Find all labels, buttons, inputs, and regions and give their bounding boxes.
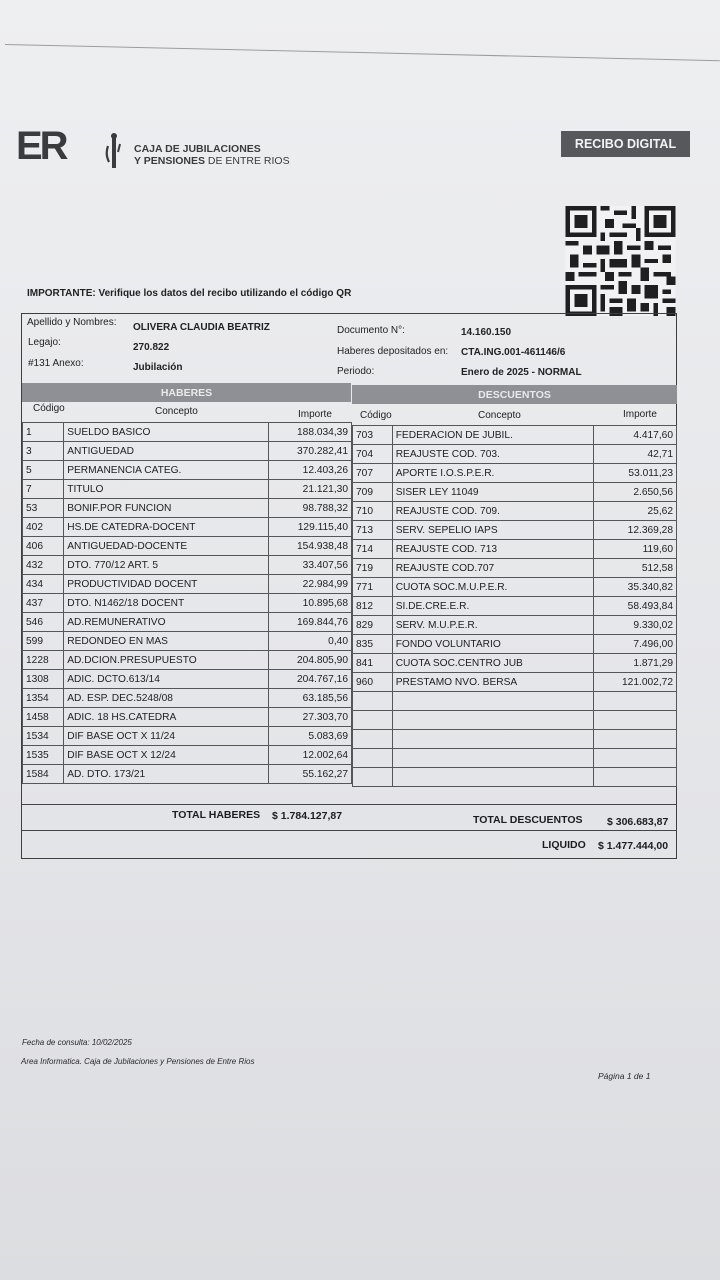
descuentos-concept-cell: REAJUSTE COD. 703. — [392, 445, 593, 464]
descuentos-code-cell: 714 — [353, 540, 393, 559]
institution-emblem-icon — [104, 132, 124, 172]
haberes-amount-header: Importe — [298, 409, 332, 420]
descuentos-code-cell: 710 — [353, 502, 393, 521]
anexo-value: Jubilación — [133, 362, 183, 373]
deposit-account: CTA.ING.001-461146/6 — [461, 347, 566, 358]
descuentos-code-cell: 704 — [353, 445, 393, 464]
descuentos-concept-cell: CUOTA SOC.M.U.P.E.R. — [392, 578, 593, 597]
haberes-row — [23, 556, 352, 575]
descuentos-concept-cell — [392, 730, 593, 749]
descuentos-row — [353, 464, 677, 483]
descuentos-row — [353, 711, 677, 730]
descuentos-code-cell: 835 — [353, 635, 393, 654]
descuentos-code-cell: 812 — [353, 597, 393, 616]
descuentos-concept-cell: SISER LEY 11049 — [392, 483, 593, 502]
descuentos-amount-header: Importe — [623, 409, 657, 420]
descuentos-concept-cell: FEDERACION DE JUBIL. — [392, 426, 593, 445]
name-label: Apellido y Nombres: — [27, 317, 117, 328]
descuentos-amount-cell — [594, 711, 677, 730]
page-number: Página 1 de 1 — [598, 1071, 651, 1081]
descuentos-row — [353, 502, 677, 521]
haberes-row — [23, 613, 352, 632]
haberes-row — [23, 537, 352, 556]
haberes-concept-cell: ADIC. DCTO.613/14 — [64, 670, 269, 689]
haberes-concept-cell: DTO. N1462/18 DOCENT — [64, 594, 269, 613]
descuentos-amount-cell: 4.417,60 — [594, 426, 677, 445]
haberes-amount-cell: 169.844,76 — [268, 613, 351, 632]
haberes-concept-cell: DIF BASE OCT X 12/24 — [64, 746, 269, 765]
descuentos-code-cell: 960 — [353, 673, 393, 692]
haberes-row — [23, 651, 352, 670]
descuentos-header: DESCUENTOS — [352, 385, 677, 404]
descuentos-amount-cell: 512,58 — [594, 559, 677, 578]
haberes-amount-cell: 22.984,99 — [268, 575, 351, 594]
descuentos-row — [353, 654, 677, 673]
haberes-amount-cell: 5.083,69 — [268, 727, 351, 746]
descuentos-amount-cell: 9.330,02 — [594, 616, 677, 635]
haberes-amount-cell: 0,40 — [268, 632, 351, 651]
haberes-amount-cell: 370.282,41 — [268, 442, 351, 461]
haberes-amount-cell: 12.002,64 — [268, 746, 351, 765]
descuentos-row — [353, 692, 677, 711]
descuentos-amount-cell: 53.011,23 — [594, 464, 677, 483]
haberes-concept-cell: ANTIGUEDAD — [64, 442, 269, 461]
haberes-row — [23, 423, 352, 442]
descuentos-amount-cell: 35.340,82 — [594, 578, 677, 597]
descuentos-amount-cell: 25,62 — [594, 502, 677, 521]
descuentos-amount-cell — [594, 749, 677, 768]
totals-rule-2 — [22, 830, 677, 831]
legajo-value: 270.822 — [133, 342, 170, 353]
haberes-row — [23, 689, 352, 708]
liquido-value: $ 1.477.444,00 — [598, 840, 669, 852]
haberes-code-cell: 402 — [23, 518, 64, 537]
liquido-label: LIQUIDO — [542, 839, 586, 851]
haberes-amount-cell: 188.034,39 — [268, 423, 351, 442]
descuentos-amount-cell: 58.493,84 — [594, 597, 677, 616]
haberes-row — [23, 461, 352, 480]
haberes-concept-cell: REDONDEO EN MAS — [64, 632, 269, 651]
descuentos-amount-cell: 1.871,29 — [594, 654, 677, 673]
haberes-code-cell: 1535 — [23, 746, 64, 765]
descuentos-code-cell: 709 — [353, 483, 393, 502]
haberes-code-cell: 434 — [23, 575, 64, 594]
haberes-code-cell: 1 — [23, 423, 64, 442]
descuentos-row — [353, 635, 677, 654]
descuentos-amount-cell: 121.002,72 — [594, 673, 677, 692]
descuentos-concept-cell — [392, 768, 593, 787]
haberes-amount-cell: 55.162,27 — [268, 765, 351, 784]
descuentos-row — [353, 426, 677, 445]
haberes-concept-cell: ADIC. 18 HS.CATEDRA — [64, 708, 269, 727]
descuentos-concept-cell: REAJUSTE COD.707 — [392, 559, 593, 578]
haberes-row — [23, 746, 352, 765]
descuentos-concept-cell: APORTE I.O.S.P.E.R. — [392, 464, 593, 483]
descuentos-code-cell: 771 — [353, 578, 393, 597]
descuentos-concept-cell: SERV. M.U.P.E.R. — [392, 616, 593, 635]
descuentos-code-cell: 841 — [353, 654, 393, 673]
haberes-header: HABERES — [22, 383, 351, 402]
descuentos-code-header: Código — [360, 410, 392, 421]
haberes-code-cell: 437 — [23, 594, 64, 613]
descuentos-amount-cell — [594, 692, 677, 711]
haberes-row — [23, 670, 352, 689]
haberes-amount-cell: 129.115,40 — [268, 518, 351, 537]
anexo-label: #131 Anexo: — [28, 358, 84, 369]
descuentos-amount-cell: 119,60 — [594, 540, 677, 559]
haberes-amount-cell: 27.303,70 — [268, 708, 351, 727]
descuentos-amount-cell: 42,71 — [594, 445, 677, 464]
descuentos-code-cell: 719 — [353, 559, 393, 578]
descuentos-concept-cell: PRESTAMO NVO. BERSA — [392, 673, 593, 692]
haberes-concept-cell: AD.DCION.PRESUPUESTO — [64, 651, 269, 670]
haberes-concept-cell: PERMANENCIA CATEG. — [64, 461, 269, 480]
haberes-concept-cell: AD.REMUNERATIVO — [64, 613, 269, 632]
period-label: Periodo: — [337, 366, 375, 377]
total-haberes-value: $ 1.784.127,87 — [272, 810, 343, 822]
descuentos-code-cell: 829 — [353, 616, 393, 635]
descuentos-code-cell — [353, 749, 393, 768]
haberes-concept-cell: PRODUCTIVIDAD DOCENT — [64, 575, 269, 594]
haberes-amount-cell: 204.805,90 — [268, 651, 351, 670]
haberes-amount-cell: 204.767,16 — [268, 670, 351, 689]
haberes-code-cell: 1308 — [23, 670, 64, 689]
query-date: Fecha de consulta: 10/02/2025 — [22, 1038, 132, 1047]
employee-name: OLIVERA CLAUDIA BEATRIZ — [133, 322, 270, 333]
digital-receipt-badge: RECIBO DIGITAL — [561, 131, 690, 157]
haberes-amount-cell: 98.788,32 — [268, 499, 351, 518]
haberes-concept-cell: ANTIGUEDAD-DOCENTE — [64, 537, 269, 556]
haberes-row — [23, 594, 352, 613]
haberes-row — [23, 480, 352, 499]
haberes-amount-cell: 63.185,56 — [268, 689, 351, 708]
descuentos-code-cell — [353, 768, 393, 787]
descuentos-code-cell — [353, 711, 393, 730]
descuentos-concept-cell: FONDO VOLUNTARIO — [392, 635, 593, 654]
haberes-amount-cell: 10.895,68 — [268, 594, 351, 613]
document-value: 14.160.150 — [461, 327, 512, 338]
haberes-concept-cell: TITULO — [64, 480, 269, 499]
haberes-code-cell: 1534 — [23, 727, 64, 746]
haberes-row — [23, 518, 352, 537]
descuentos-row — [353, 616, 677, 635]
descuentos-row — [353, 749, 677, 768]
total-descuentos-value: $ 306.683,87 — [607, 816, 669, 828]
haberes-row — [23, 632, 352, 651]
descuentos-concept-cell: SERV. SEPELIO IAPS — [392, 521, 593, 540]
haberes-row — [23, 765, 352, 784]
descuentos-row — [353, 768, 677, 787]
descuentos-concept-cell — [392, 711, 593, 730]
haberes-code-cell: 1354 — [23, 689, 64, 708]
descuentos-amount-cell — [594, 730, 677, 749]
descuentos-row — [353, 597, 677, 616]
descuentos-concept-cell: SI.DE.CRE.E.R. — [392, 597, 593, 616]
legajo-label: Legajo: — [28, 337, 61, 348]
haberes-code-cell: 406 — [23, 537, 64, 556]
haberes-row — [23, 727, 352, 746]
haberes-row — [23, 575, 352, 594]
haberes-code-cell: 1228 — [23, 651, 64, 670]
totals-rule — [22, 804, 677, 805]
descuentos-code-cell — [353, 730, 393, 749]
haberes-concept-cell: BONIF.POR FUNCION — [64, 499, 269, 518]
descuentos-concept-header: Concepto — [478, 410, 521, 421]
qr-code-icon — [564, 206, 677, 316]
haberes-table — [22, 422, 352, 784]
haberes-code-cell: 1584 — [23, 765, 64, 784]
haberes-concept-cell: AD. ESP. DEC.5248/08 — [64, 689, 269, 708]
descuentos-code-cell: 703 — [353, 426, 393, 445]
haberes-concept-cell: DIF BASE OCT X 11/24 — [64, 727, 269, 746]
haberes-code-cell: 7 — [23, 480, 64, 499]
descuentos-row — [353, 578, 677, 597]
descuentos-amount-cell: 2.650,56 — [594, 483, 677, 502]
descuentos-amount-cell — [594, 768, 677, 787]
descuentos-concept-cell: REAJUSTE COD. 713 — [392, 540, 593, 559]
descuentos-row — [353, 730, 677, 749]
descuentos-amount-cell: 12.369,28 — [594, 521, 677, 540]
haberes-concept-cell: HS.DE CATEDRA-DOCENT — [64, 518, 269, 537]
deposit-label: Haberes depositados en: — [337, 346, 449, 357]
document-label: Documento N°: — [337, 325, 405, 336]
descuentos-code-cell: 707 — [353, 464, 393, 483]
haberes-code-cell: 432 — [23, 556, 64, 575]
descuentos-row — [353, 559, 677, 578]
descuentos-row — [353, 483, 677, 502]
haberes-row — [23, 499, 352, 518]
institution-name-line2: Y PENSIONES DE ENTRE RIOS — [134, 155, 290, 167]
descuentos-concept-cell — [392, 749, 593, 768]
haberes-row — [23, 708, 352, 727]
descuentos-row — [353, 521, 677, 540]
haberes-code-cell: 3 — [23, 442, 64, 461]
descuentos-row — [353, 673, 677, 692]
descuentos-code-cell: 713 — [353, 521, 393, 540]
descuentos-table — [352, 425, 677, 787]
period-value: Enero de 2025 - NORMAL — [461, 367, 582, 378]
institution-name — [134, 143, 290, 167]
haberes-code-header: Código — [33, 403, 65, 414]
haberes-concept-cell: SUELDO BASICO — [64, 423, 269, 442]
descuentos-code-cell — [353, 692, 393, 711]
descuentos-row — [353, 540, 677, 559]
haberes-amount-cell: 21.121,30 — [268, 480, 351, 499]
haberes-code-cell: 546 — [23, 613, 64, 632]
haberes-code-cell: 599 — [23, 632, 64, 651]
descuentos-concept-cell — [392, 692, 593, 711]
descuentos-amount-cell: 7.496,00 — [594, 635, 677, 654]
total-descuentos-label: TOTAL DESCUENTOS — [473, 814, 583, 826]
footer-source: Area Informatica. Caja de Jubilaciones y Pensiones de Entre Rios — [21, 1057, 255, 1066]
haberes-amount-cell: 12.403,26 — [268, 461, 351, 480]
haberes-amount-cell: 33.407,56 — [268, 556, 351, 575]
haberes-code-cell: 5 — [23, 461, 64, 480]
descuentos-concept-cell: CUOTA SOC.CENTRO JUB — [392, 654, 593, 673]
haberes-code-cell: 53 — [23, 499, 64, 518]
descuentos-row — [353, 445, 677, 464]
haberes-row — [23, 442, 352, 461]
haberes-concept-cell: DTO. 770/12 ART. 5 — [64, 556, 269, 575]
descuentos-concept-cell: REAJUSTE COD. 709. — [392, 502, 593, 521]
haberes-amount-cell: 154.938,48 — [268, 537, 351, 556]
institution-name-line1: CAJA DE JUBILACIONES — [134, 143, 261, 155]
haberes-concept-header: Concepto — [155, 406, 198, 417]
haberes-code-cell: 1458 — [23, 708, 64, 727]
er-logo: ER — [16, 124, 66, 168]
verification-note: IMPORTANTE: Verifique los datos del recibo utilizando el código QR — [27, 288, 352, 299]
total-haberes-label: TOTAL HABERES — [172, 809, 261, 821]
haberes-concept-cell: AD. DTO. 173/21 — [64, 765, 269, 784]
